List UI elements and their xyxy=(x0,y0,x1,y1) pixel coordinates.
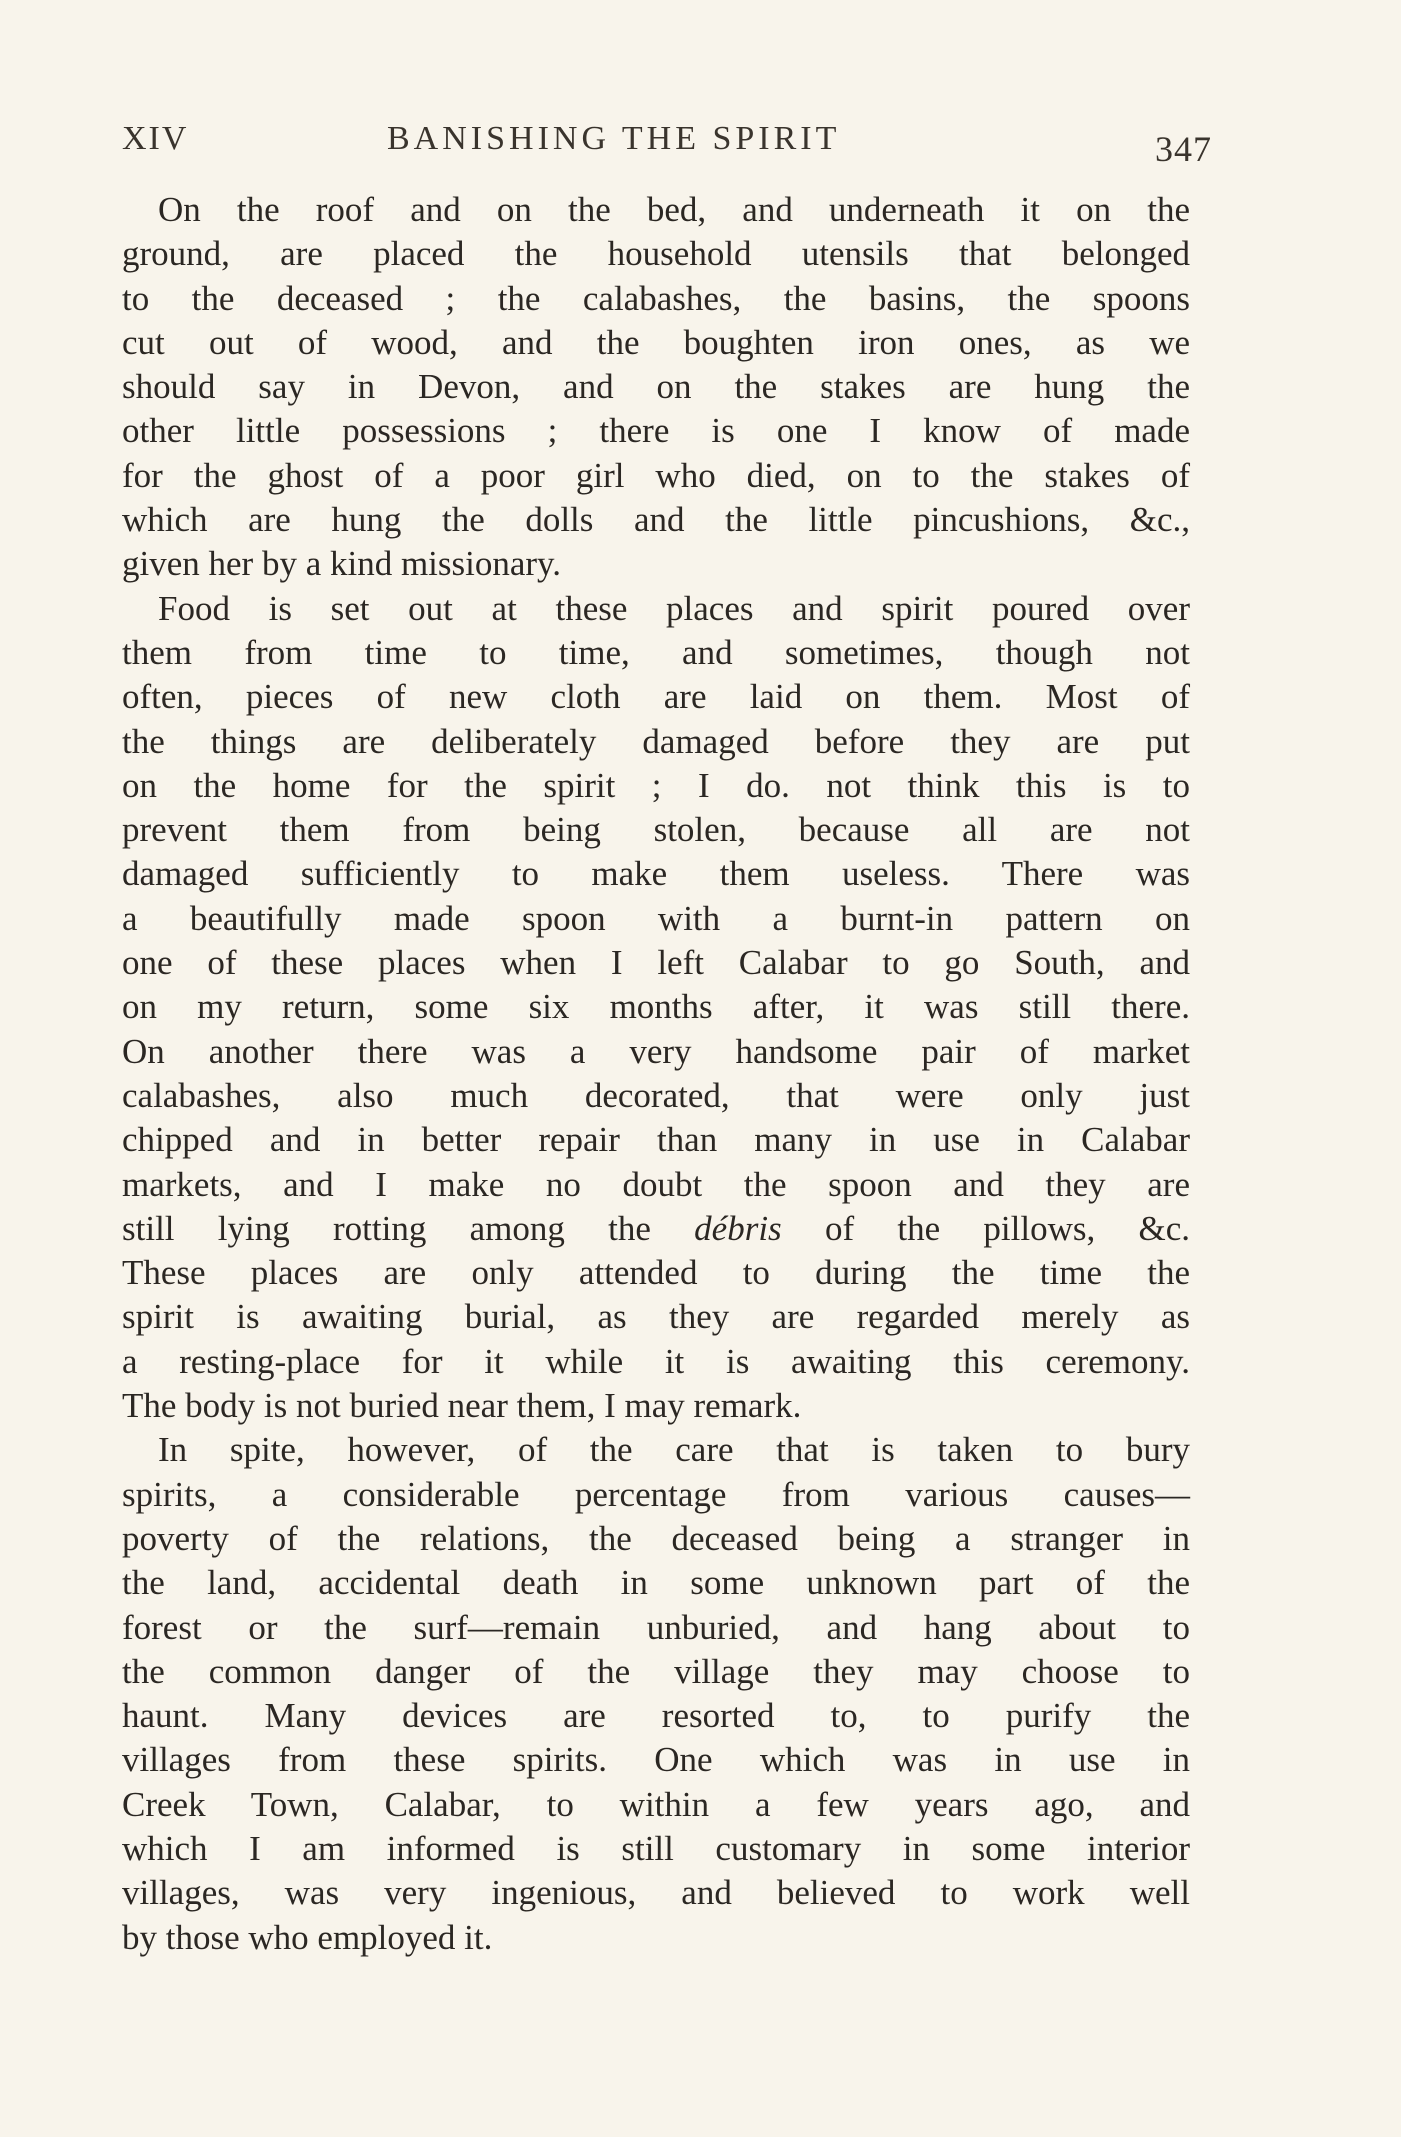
text-line: In spite, however, of the care that is taken to bury xyxy=(158,1430,1190,1470)
text-line: a resting-place for it while it is awaiting this ceremony. xyxy=(122,1341,1190,1381)
text-line: Food is set out at these places and spirit poured over xyxy=(158,588,1190,628)
text-line: On the roof and on the bed, and underneath it on the xyxy=(158,190,1190,229)
text-line: ground, are placed the household utensils that belonged xyxy=(122,234,1190,274)
text-line: calabashes, also much decorated, that were only just xyxy=(122,1075,1190,1115)
text-line: The body is not buried near them, I may remark. xyxy=(122,1386,802,1426)
text-line: villages, was very ingenious, and believed to work well xyxy=(122,1873,1190,1913)
text-line: cut out of wood, and the boughten iron ones, as we xyxy=(122,322,1190,362)
page-number: 347 xyxy=(1155,129,1212,169)
text-line: should say in Devon, and on the stakes are hung the xyxy=(122,367,1190,407)
text-line xyxy=(122,1207,1190,1251)
text-line: a beautifully made spoon with a burnt-in pattern on xyxy=(122,898,1190,938)
italic-word: débris xyxy=(694,1208,782,1248)
text-line: spirit is awaiting burial, as they are regarded merely as xyxy=(122,1297,1190,1337)
text-line: for the ghost of a poor girl who died, on to the stakes of xyxy=(122,455,1190,495)
text-line: to the deceased ; the calabashes, the basins, the spoons xyxy=(122,278,1190,318)
body-text xyxy=(122,188,1190,1960)
text-line: given her by a kind missionary. xyxy=(122,544,562,584)
text-line: other little possessions ; there is one I know of made xyxy=(122,411,1190,451)
text-line: prevent them from being stolen, because all are not xyxy=(122,810,1190,850)
text-line: chipped and in better repair than many in use in Calabar xyxy=(122,1120,1190,1160)
text-line: spirits, a considerable percentage from various causes— xyxy=(122,1474,1190,1514)
text-segment: still lying rotting among the xyxy=(122,1208,695,1248)
text-line: Creek Town, Calabar, to within a few years ago, and xyxy=(122,1784,1190,1824)
text-line: haunt. Many devices are resorted to, to purify the xyxy=(122,1696,1190,1736)
text-line: the common danger of the village they may choose to xyxy=(122,1651,1190,1691)
text-line: them from time to time, and sometimes, though not xyxy=(122,632,1190,672)
text-line: On another there was a very handsome pair of market xyxy=(122,1031,1190,1071)
text-line: damaged sufficiently to make them useless. There was xyxy=(122,854,1190,894)
chapter-number: XIV xyxy=(122,120,189,157)
text-line: by those who employed it. xyxy=(122,1917,493,1957)
text-line: forest or the surf—remain unburied, and hang about to xyxy=(122,1607,1190,1647)
text-line: the things are deliberately damaged before they are put xyxy=(122,721,1190,761)
text-line: poverty of the relations, the deceased being a stranger in xyxy=(122,1518,1190,1558)
running-head xyxy=(122,120,1212,170)
text-line: on my return, some six months after, it was still there. xyxy=(122,987,1190,1027)
text-segment: of the pillows, &c. xyxy=(781,1208,1190,1248)
text-line: often, pieces of new cloth are laid on them. Most of xyxy=(122,677,1190,717)
text-line: which are hung the dolls and the little pincushions, &c., xyxy=(122,500,1190,540)
text-line: which I am informed is still customary in some interior xyxy=(122,1828,1190,1868)
text-line: on the home for the spirit ; I do. not think this is to xyxy=(122,765,1190,805)
text-line: These places are only attended to during the time the xyxy=(122,1253,1190,1293)
text-line: markets, and I make no doubt the spoon and they are xyxy=(122,1164,1190,1204)
text-line: villages from these spirits. One which was in use in xyxy=(122,1740,1190,1780)
running-title: BANISHING THE SPIRIT xyxy=(387,120,841,157)
text-line: one of these places when I left Calabar to go South, and xyxy=(122,943,1190,983)
text-line: the land, accidental death in some unknown part of the xyxy=(122,1563,1190,1603)
